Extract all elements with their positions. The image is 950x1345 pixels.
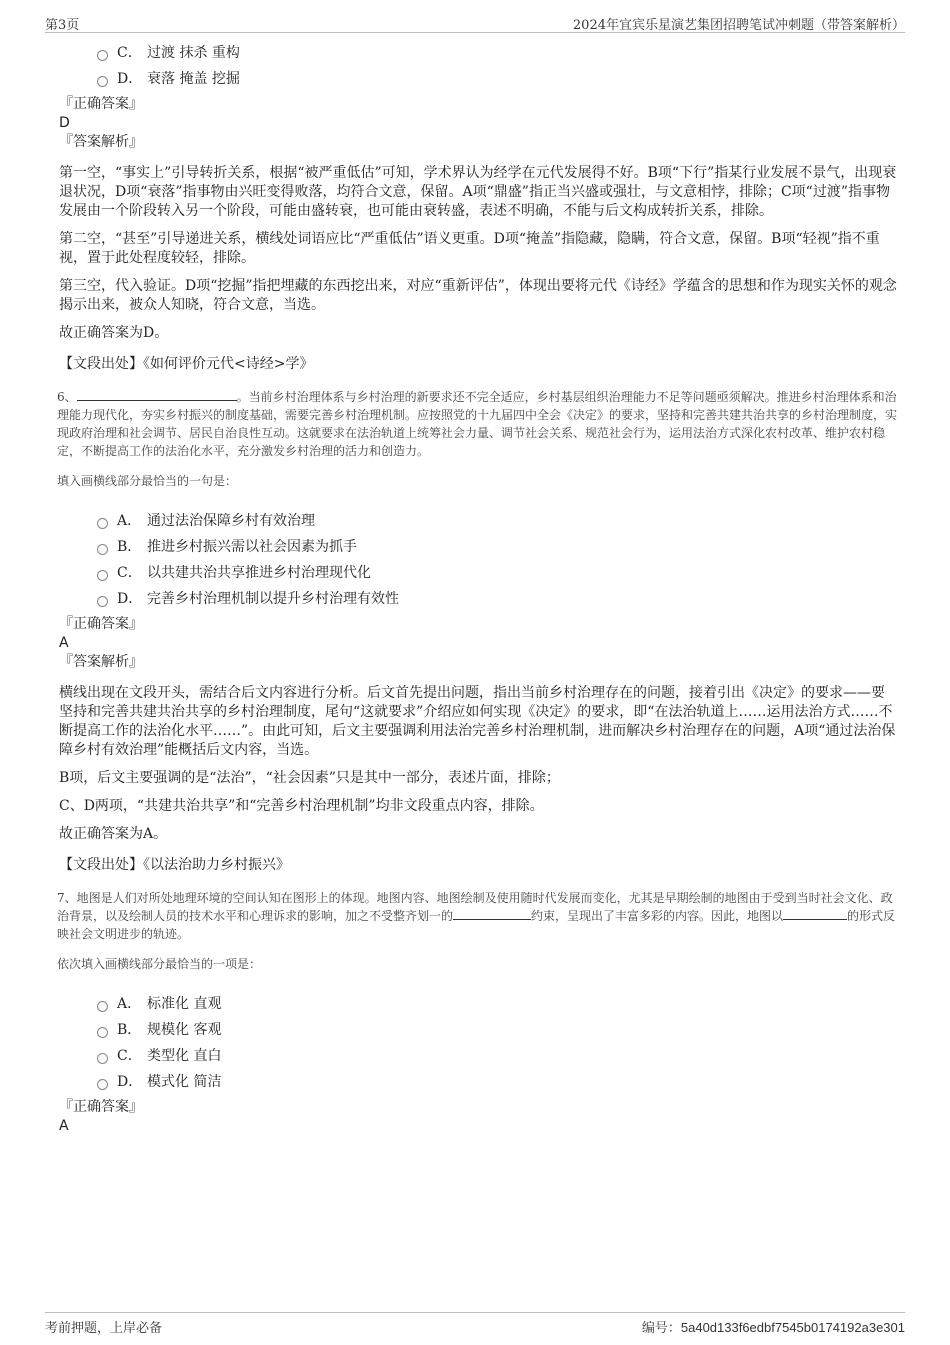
page-footer xyxy=(45,1312,905,1335)
content xyxy=(57,40,897,1135)
answer-label: 『正确答案』 xyxy=(59,96,143,112)
option-c[interactable]: C． 以共建共治共享推进乡村治理现代化 xyxy=(57,560,897,586)
option-b[interactable]: B． 规模化 客观 xyxy=(57,1017,897,1043)
answer-label: 『正确答案』 xyxy=(59,1099,143,1115)
analysis-conclusion: 故正确答案为D。 xyxy=(59,325,169,341)
option-d[interactable]: D． 衰落 掩盖 挖掘 xyxy=(57,66,897,92)
source-citation: 【文段出处】《以法治助力乡村振兴》 xyxy=(59,857,290,873)
question-stem: 6、 。当前乡村治理体系与乡村治理的新要求还不完全适应，乡村基层组织治理能力不足等问题亟须解决。推进乡村治理体系和治理能力现代化，夯实乡村振兴的制度基础，需要完善乡村治理机制。应按照党的十九届四中全会《决定》的要求，坚持和完善共建共治共享的乡村治理制度，实现政府治理和社会调节、居民自治良性互动。这就要求在法治轨道上统筹社会力量、调节社会关系、规范社会行为，运用法治方式深化农村改革、维护农村稳定，不断提高工作的法治化水平，充分激发乡村治理的活力和创造力。 xyxy=(57,390,898,458)
answer-value: A xyxy=(59,635,69,651)
question-stem: 7、地图是人们对所处地理环境的空间认知在图形上的体现。地图内容、地图绘制及使用随时代发展而变化，尤其是早期绘制的地图由于受到当时社会文化、政治背景，以及绘制人员的技术水平和心理诉求的影响，加之不受整齐划一的 约束，呈现出了丰富多彩的内容。因此，地图以 的形式反映社会文明进步的轨迹。 xyxy=(57,891,896,941)
radio-icon[interactable] xyxy=(97,1027,108,1038)
analysis-paragraph: 横线出现在文段开头，需结合后文内容进行分析。后文首先提出问题，指出当前乡村治理存在的问题，接着引出《决定》的要求——要坚持和完善共建共治共享的乡村治理制度，尾句“这就要求”介绍应如何实现《决定》的要求，即“在法治轨道上……运用法治方式……不断提高工作的法治化水平……”。由此可知，后文主要强调利用法治完善乡村治理机制，进而解决乡村治理存在的问题，A项“通过法治保障乡村有效治理”能概括后文内容，当选。 xyxy=(59,685,896,758)
option-b[interactable]: B． 推进乡村振兴需以社会因素为抓手 xyxy=(57,534,897,560)
fill-blank xyxy=(77,388,237,401)
option-a[interactable]: A． 通过法治保障乡村有效治理 xyxy=(57,508,897,534)
analysis-paragraph: C、D两项，“共建共治共享”和“完善乡村治理机制”均非文段重点内容，排除。 xyxy=(59,798,544,814)
question-prompt: 填入画横线部分最恰当的一句是： xyxy=(57,474,238,488)
radio-icon[interactable] xyxy=(97,518,108,529)
analysis-paragraph: 第二空，“甚至”引导递进关系，横线处词语应比“严重低估”语义更重。D项“掩盖”指隐藏，隐瞒，符合文意，保留。B项“轻视”指不重视，置于此处程度较轻，排除。 xyxy=(59,231,880,266)
option-d[interactable]: D． 模式化 简洁 xyxy=(57,1069,897,1095)
question-prompt: 依次填入画横线部分最恰当的一项是： xyxy=(57,957,262,971)
answer-value: A xyxy=(59,1118,69,1134)
radio-icon[interactable] xyxy=(97,570,108,581)
document-title: 2024年宜宾乐星演艺集团招聘笔试冲刺题（带答案解析） xyxy=(572,18,905,33)
analysis-label: 『答案解析』 xyxy=(59,654,143,670)
analysis-label: 『答案解析』 xyxy=(59,134,143,150)
option-c[interactable]: C． 过渡 抹杀 重构 xyxy=(57,40,897,66)
footer-slogan: 考前押题，上岸必备 xyxy=(45,1321,163,1336)
page-number: 第3页 xyxy=(45,18,80,33)
answer-label: 『正确答案』 xyxy=(59,616,143,632)
fill-blank xyxy=(453,907,531,920)
radio-icon[interactable] xyxy=(97,1053,108,1064)
analysis-paragraph: B项，后文主要强调的是“法治”，“社会因素”只是其中一部分，表述片面，排除； xyxy=(59,770,560,786)
page-header xyxy=(45,14,905,33)
analysis-paragraph: 第三空，代入验证。D项“挖掘”指把埋藏的东西挖出来，对应“重新评估”，体现出要将元代《诗经》学蕴含的思想和作为现实关怀的观念揭示出来，被众人知晓，符合文意，当选。 xyxy=(59,278,897,313)
answer-value: D xyxy=(59,115,70,131)
source-citation: 【文段出处】《如何评价元代<诗经>学》 xyxy=(59,356,314,372)
radio-icon[interactable] xyxy=(97,50,108,61)
option-d[interactable]: D． 完善乡村治理机制以提升乡村治理有效性 xyxy=(57,586,897,612)
radio-icon[interactable] xyxy=(97,76,108,87)
option-a[interactable]: A． 标准化 直观 xyxy=(57,991,897,1017)
document-code: 编号：5a40d133f6edbf7545b0174192a3e301 xyxy=(641,1320,905,1336)
radio-icon[interactable] xyxy=(97,544,108,555)
radio-icon[interactable] xyxy=(97,1079,108,1090)
radio-icon[interactable] xyxy=(97,1001,108,1012)
analysis-conclusion: 故正确答案为A。 xyxy=(59,826,168,842)
analysis-paragraph: 第一空，“事实上”引导转折关系，根据“被严重低估”可知，学术界认为经学在元代发展得不好。B项“下行”指某行业发展不景气，出现衰退状况，D项“衰落”指事物由兴旺变得败落，均符合文意，保留。A项“鼎盛”指正当兴盛或强壮，与文意相悖，排除；C项“过渡”指事物发展由一个阶段转入另一个阶段，可能由盛转衰，也可能由衰转盛，表述不明确，不能与后文构成转折关系，排除。 xyxy=(59,165,897,219)
radio-icon[interactable] xyxy=(97,596,108,607)
fill-blank xyxy=(783,907,847,920)
option-c[interactable]: C． 类型化 直白 xyxy=(57,1043,897,1069)
